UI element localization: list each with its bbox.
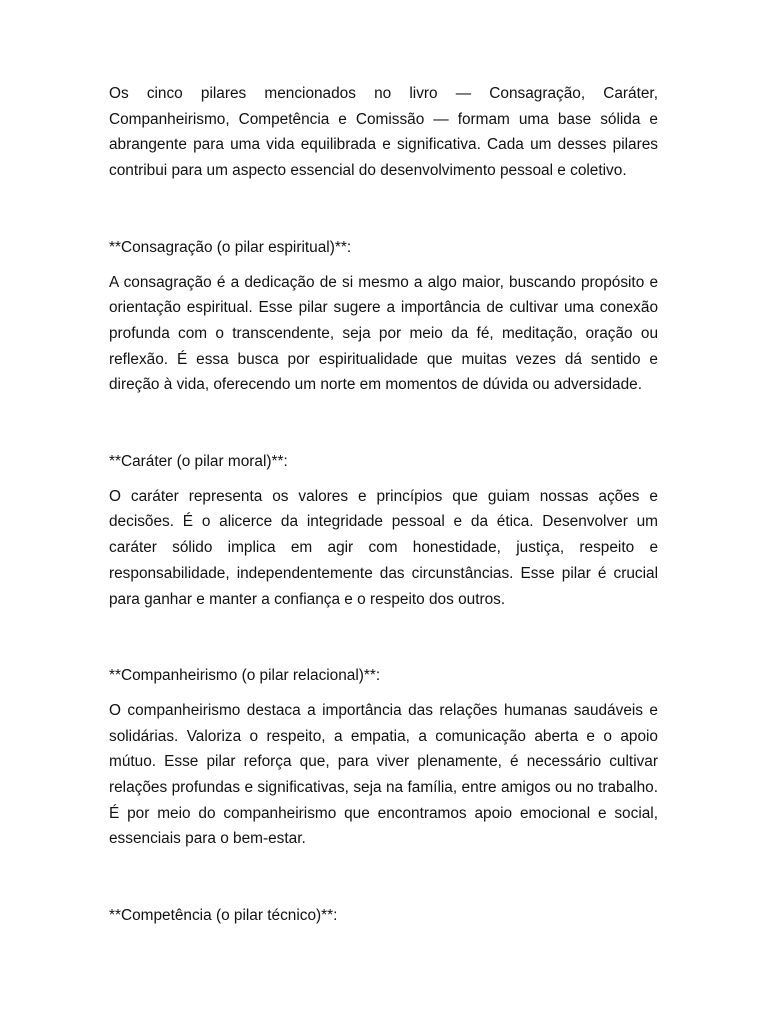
- document-page: [109, 81, 658, 929]
- section-heading-consagracao: **Consagração (o pilar espiritual)**:: [109, 238, 352, 256]
- spacer: [109, 398, 658, 449]
- spacer: [109, 689, 658, 698]
- section-heading-companheirismo: **Companheirismo (o pilar relacional)**:: [109, 667, 381, 685]
- section-body-companheirismo: O companheirismo destaca a importância das relações humanas saudáveis e solidárias. Valoriza o respeito, a empatia, a comunicação aberta e o apoio mútuo. Esse pilar reforça que, para viver plenamente, é necessário cultivar relações profundas e significativas, seja na família, entre amigos ou no trabalho. É por meio do companheirismo que encontramos apoio emocional e social, essenciais para o bem-estar.: [109, 701, 658, 848]
- spacer: [109, 475, 658, 484]
- spacer: [109, 612, 658, 663]
- section-body-carater: O caráter representa os valores e princípios que guiam nossas ações e decisões. É o alicerce da integridade pessoal e da ética. Desenvolver um caráter sólido implica em agir com honestidade, justiça, respeito e responsabilidade, independentemente das circunstâncias. Esse pilar é crucial para ganhar e manter a confiança e o respeito dos outros.: [109, 487, 658, 608]
- section-body-consagracao: A consagração é a dedicação de si mesmo a algo maior, buscando propósito e orientação espiritual. Esse pilar sugere a importância de cultivar uma conexão profunda com o transcendente, seja por meio da fé, meditação, oração ou reflexão. É essa busca por espiritualidade que muitas vezes dá sentido e direção à vida, oferecendo um norte em momentos de dúvida ou adversidade.: [109, 273, 658, 394]
- intro-paragraph: Os cinco pilares mencionados no livro — Consagração, Caráter, Companheirismo, Competência e Comissão — formam uma base sólida e abrangente para uma vida equilibrada e significativa. Cada um desses pilares contribui para um aspecto essencial do desenvolvimento pessoal e coletivo.: [109, 85, 658, 180]
- spacer: [109, 184, 658, 235]
- spacer: [109, 261, 658, 270]
- section-heading-competencia: **Competência (o pilar técnico)**:: [109, 907, 338, 925]
- section-heading-carater: **Caráter (o pilar moral)**:: [109, 453, 288, 471]
- spacer: [109, 852, 658, 903]
